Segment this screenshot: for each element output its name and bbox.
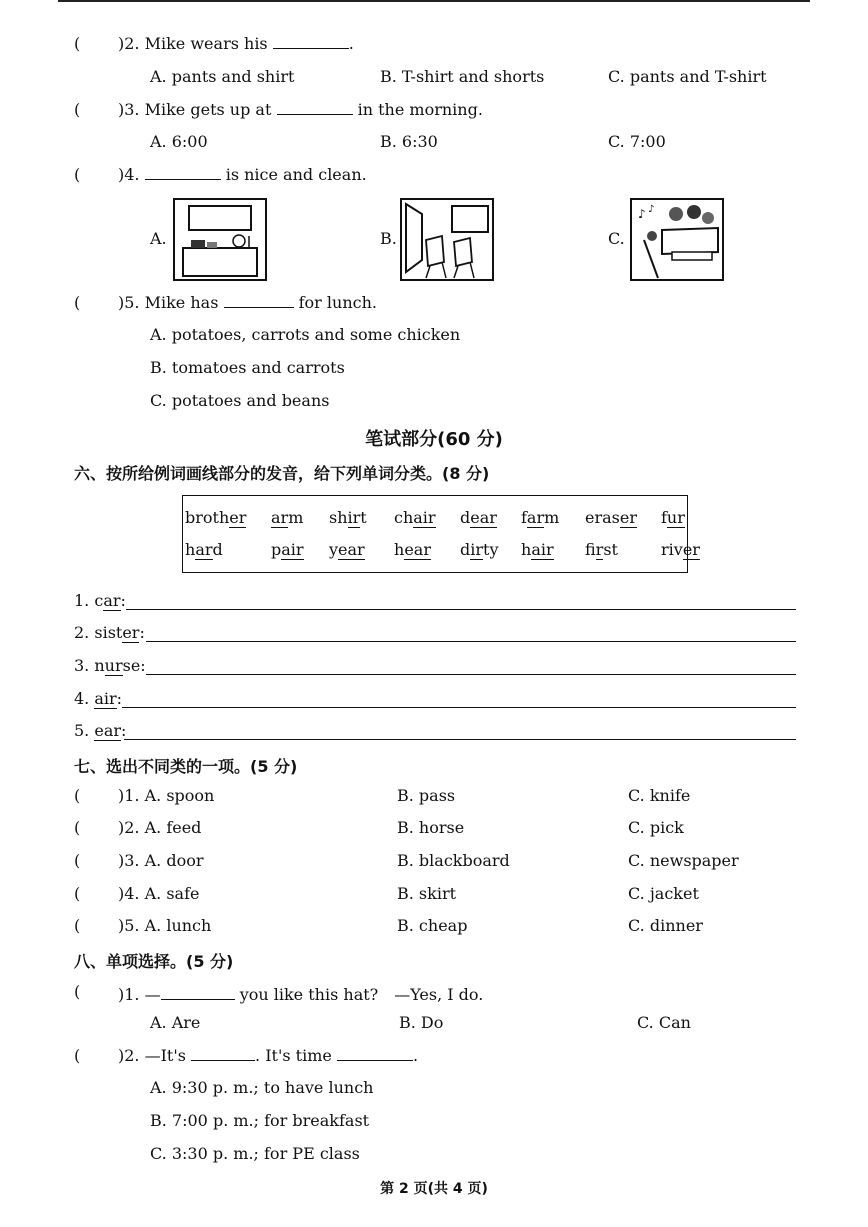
- svg-text:♪: ♪: [648, 204, 655, 215]
- option-a: A. pants and shirt: [150, 67, 295, 86]
- question-text: you like this hat? —Yes, I do.: [239, 985, 484, 1004]
- option-a: A. Are: [150, 1013, 201, 1032]
- word-bank-word: [661, 540, 700, 559]
- word-bank-word: [460, 540, 498, 559]
- word-part: d: [212, 540, 223, 559]
- example-word: [74, 591, 126, 610]
- underlined-sound: ir: [595, 540, 604, 559]
- underlined-sound: air: [281, 540, 304, 559]
- line-number: 5.: [74, 721, 95, 740]
- music-room-piano-picture-icon: [630, 198, 724, 281]
- underlined-sound: er: [229, 508, 247, 527]
- word-bank-word: [329, 540, 365, 559]
- answer-paren: (: [74, 100, 81, 119]
- underlined-sound: ur: [666, 508, 685, 527]
- choice-question-1: [118, 982, 483, 1005]
- option-c: C. potatoes and beans: [150, 391, 330, 410]
- option-b: B. T-shirt and shorts: [380, 67, 545, 86]
- answer-blank-1[interactable]: [191, 1046, 255, 1061]
- option-a-label: A.: [150, 229, 167, 248]
- underlined-sound: ear: [338, 540, 365, 559]
- option-a: A. 9:30 p. m.; to have lunch: [150, 1078, 374, 1097]
- question-number: )1. —: [118, 985, 161, 1004]
- question-number: )4. A. safe: [118, 884, 200, 903]
- word-bank-word: [460, 508, 497, 527]
- word-bank-word: [271, 540, 304, 559]
- word-bank-word: [271, 508, 303, 527]
- answer-blank-2[interactable]: [337, 1046, 413, 1061]
- answer-paren: (: [74, 818, 81, 837]
- word-part: ch: [394, 508, 414, 527]
- word-part: m: [544, 508, 560, 527]
- underlined-sound: er: [122, 623, 140, 642]
- word-part: ty: [483, 540, 499, 559]
- example-word: [74, 689, 122, 708]
- underlined-sound: air: [94, 689, 117, 708]
- section-8-title: 八、单项选择。(5 分): [74, 952, 234, 971]
- underlined-sound: ir: [470, 540, 484, 559]
- example-word: [74, 656, 146, 675]
- answer-paren: (: [74, 982, 81, 1001]
- option-a: A. potatoes, carrots and some chicken: [150, 325, 461, 344]
- option-b: B. skirt: [397, 884, 457, 903]
- word-part: sh: [329, 508, 348, 527]
- answer-blank[interactable]: [145, 165, 221, 180]
- word-bank-word: [585, 508, 637, 527]
- question-number: )2. A. feed: [118, 818, 202, 837]
- section-7-title: 七、选出不同类的一项。(5 分): [74, 757, 298, 776]
- question-text-end: for lunch.: [298, 293, 377, 312]
- option-b: B. cheap: [397, 916, 468, 935]
- answer-paren: (: [74, 1046, 81, 1065]
- question-text: Mike gets up at: [144, 100, 272, 119]
- answer-line[interactable]: [126, 609, 796, 610]
- question-number: )2. —It's: [118, 1046, 186, 1065]
- option-c: C. knife: [628, 786, 691, 805]
- word-bank-word: [185, 540, 223, 559]
- question-text: . It's time: [255, 1046, 332, 1065]
- underlined-sound: ar: [271, 508, 289, 527]
- question-number: )3. A. door: [118, 851, 204, 870]
- example-word: [74, 623, 145, 642]
- word-bank-box: [182, 495, 700, 573]
- word-part: eras: [585, 508, 620, 527]
- word-part: riv: [661, 540, 683, 559]
- question-text-end: is nice and clean.: [225, 165, 367, 184]
- answer-blank[interactable]: [224, 293, 294, 308]
- underlined-sound: air: [531, 540, 554, 559]
- question-4: [118, 165, 367, 184]
- choice-question-2: [118, 1046, 418, 1065]
- underlined-sound: ear: [470, 508, 497, 527]
- word-bank-word: [394, 540, 431, 559]
- word-part: n: [94, 656, 105, 675]
- option-b: B. tomatoes and carrots: [150, 358, 345, 377]
- question-number: )5.: [118, 293, 140, 312]
- word-part: f: [585, 540, 596, 559]
- option-b: B. pass: [397, 786, 456, 805]
- question-3: [118, 100, 483, 119]
- word-part: y: [329, 540, 339, 559]
- option-b: B. 7:00 p. m.; for breakfast: [150, 1111, 370, 1130]
- answer-paren: (: [74, 916, 81, 935]
- section-6-title: 六、按所给例词画线部分的发音，给下列单词分类。(8 分): [74, 464, 490, 483]
- word-part: f: [661, 508, 667, 527]
- word-bank-word: [521, 540, 554, 559]
- underlined-sound: air: [413, 508, 436, 527]
- option-c: C. pick: [628, 818, 684, 837]
- underlined-sound: ur: [104, 656, 123, 675]
- underlined-sound: er: [682, 540, 700, 559]
- word-bank-word: [185, 508, 246, 527]
- option-c-label: C.: [608, 229, 625, 248]
- question-text: Mike has: [144, 293, 219, 312]
- answer-blank[interactable]: [161, 985, 235, 1000]
- answer-paren: (: [74, 786, 81, 805]
- word-part: :: [116, 689, 123, 708]
- question-number: )4.: [118, 165, 140, 184]
- word-part: h: [394, 540, 405, 559]
- word-bank-word: [661, 508, 685, 527]
- question-number: )3.: [118, 100, 140, 119]
- answer-line[interactable]: [122, 707, 796, 708]
- word-part: sist: [94, 623, 123, 642]
- word-part: se:: [122, 656, 146, 675]
- answer-paren: (: [74, 34, 81, 53]
- word-part: t: [360, 508, 367, 527]
- underlined-sound: ar: [195, 540, 213, 559]
- written-section-title: 笔试部分(60 分): [365, 429, 503, 450]
- question-text-end: .: [412, 1046, 419, 1065]
- answer-line[interactable]: [124, 739, 796, 740]
- question-text: Mike wears his: [144, 34, 268, 53]
- answer-paren: (: [74, 293, 81, 312]
- underlined-sound: ar: [103, 591, 121, 610]
- line-number: 4.: [74, 689, 95, 708]
- line-number: 2.: [74, 623, 95, 642]
- top-rule: [58, 0, 810, 2]
- answer-paren: (: [74, 884, 81, 903]
- question-number: )1. A. spoon: [118, 786, 215, 805]
- answer-line[interactable]: [146, 674, 796, 675]
- option-c: C. pants and T-shirt: [608, 67, 767, 86]
- word-bank-word: [329, 508, 367, 527]
- question-5: [118, 293, 377, 312]
- word-part: broth: [185, 508, 230, 527]
- underlined-sound: ar: [526, 508, 545, 527]
- word-part: st: [603, 540, 618, 559]
- word-part: d: [460, 540, 471, 559]
- word-part: h: [185, 540, 196, 559]
- line-number: 1.: [74, 591, 95, 610]
- answer-paren: (: [74, 165, 81, 184]
- word-bank-word: [585, 540, 618, 559]
- art-room-easels-picture-icon: [400, 198, 494, 281]
- option-c: C. newspaper: [628, 851, 739, 870]
- option-b-label: B.: [380, 229, 397, 248]
- example-word: [74, 721, 126, 740]
- word-bank-word: [521, 508, 559, 527]
- word-part: c: [94, 591, 104, 610]
- word-part: :: [120, 591, 126, 610]
- option-c: C. Can: [637, 1013, 691, 1032]
- underlined-sound: ir: [347, 508, 361, 527]
- question-number: )2.: [118, 34, 140, 53]
- word-part: d: [460, 508, 471, 527]
- option-c: C. 7:00: [608, 132, 666, 151]
- option-c: C. jacket: [628, 884, 699, 903]
- line-number: 3.: [74, 656, 95, 675]
- word-part: m: [288, 508, 304, 527]
- option-b: B. 6:30: [380, 132, 438, 151]
- option-a: A. 6:00: [150, 132, 208, 151]
- question-text-end: in the morning.: [357, 100, 483, 119]
- word-part: :: [121, 721, 127, 740]
- answer-line[interactable]: [146, 641, 796, 642]
- word-part: h: [521, 540, 532, 559]
- word-part: f: [521, 508, 527, 527]
- classroom-desk-picture-icon: [173, 198, 267, 281]
- question-2: [118, 34, 354, 53]
- option-b: B. horse: [397, 818, 465, 837]
- underlined-sound: er: [619, 508, 637, 527]
- answer-paren: (: [74, 851, 81, 870]
- option-c: C. 3:30 p. m.; for PE class: [150, 1144, 360, 1163]
- word-bank-word: [394, 508, 436, 527]
- question-number: )5. A. lunch: [118, 916, 212, 935]
- option-c: C. dinner: [628, 916, 703, 935]
- page-footer: 第 2 页(共 4 页): [380, 1181, 488, 1197]
- option-b: B. blackboard: [397, 851, 510, 870]
- option-b: B. Do: [399, 1013, 444, 1032]
- svg-text:♪: ♪: [638, 207, 646, 221]
- answer-blank[interactable]: [277, 100, 353, 115]
- underlined-sound: ear: [94, 721, 122, 740]
- word-part: :: [139, 623, 145, 642]
- question-text-end: .: [348, 34, 354, 53]
- answer-blank[interactable]: [273, 34, 349, 49]
- word-part: p: [271, 540, 282, 559]
- underlined-sound: ear: [404, 540, 431, 559]
